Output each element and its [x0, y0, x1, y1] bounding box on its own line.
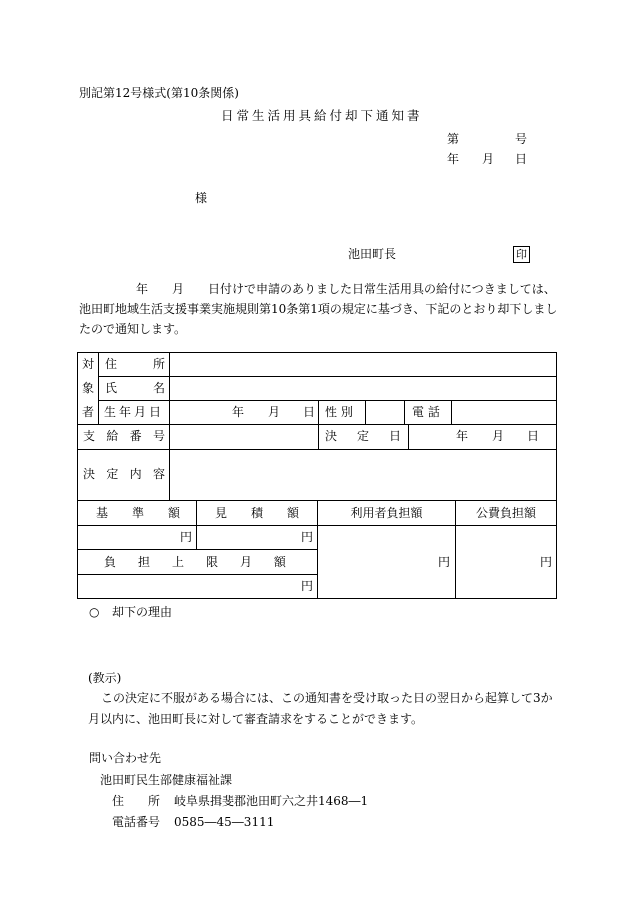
reason-bullet-icon: ○ [89, 605, 100, 619]
subject-label-2: 象 [81, 381, 94, 395]
contact-heading: 問い合わせ先 [89, 751, 162, 765]
document-title: 日常生活用具給付却下通知書 [221, 108, 423, 123]
decision-content-label: 決 定 内 容 [83, 467, 165, 481]
date-month: 月 [482, 152, 495, 166]
public-burden-label: 公費負担額 [475, 506, 536, 520]
contact-phone-label: 電話番号 [112, 815, 161, 829]
subject-label-1: 対 [81, 357, 94, 371]
instruction-line1: この決定に不服がある場合には、この通知書を受け取った日の翌日から起算して3か [101, 691, 553, 705]
seal-mark: 印 [513, 246, 530, 263]
contact-department: 池田町民生部健康福祉課 [100, 773, 233, 787]
addressee-suffix: 様 [195, 191, 208, 205]
name-label: 氏 名 [105, 381, 165, 395]
contact-phone: 0585―45―3111 [174, 815, 275, 829]
birth-label: 生年月日 [104, 405, 165, 419]
birth-year: 年 [232, 405, 245, 419]
gender-label: 性 別 [325, 405, 353, 419]
contact-address-label: 住 所 [112, 794, 160, 808]
instruction-heading: (教示) [88, 671, 122, 685]
body-date-year: 年 [136, 282, 149, 296]
standard-amount-label: 基 準 額 [96, 506, 180, 520]
issuer-name: 池田町長 [348, 247, 397, 261]
phone-label: 電 話 [412, 405, 440, 419]
estimate-amount-yen: 円 [301, 530, 314, 544]
subject-label-3: 者 [81, 405, 94, 419]
decision-month: 月 [492, 429, 505, 443]
date-year: 年 [447, 152, 460, 166]
form-number: 別記第12号様式(第10条関係) [79, 86, 239, 100]
decision-year: 年 [456, 429, 469, 443]
date-day: 日 [515, 152, 528, 166]
public-burden-yen: 円 [540, 555, 553, 569]
number-dai: 第 [447, 132, 460, 146]
address-label: 住 所 [105, 357, 165, 371]
birth-month: 月 [268, 405, 281, 419]
decision-date-label: 決 定 日 [325, 429, 401, 443]
body-date-month: 月 [172, 282, 185, 296]
body-line2: 池田町地域生活支援事業実施規則第10条第1項の規定に基づき、下記のとおり却下しまし [79, 302, 558, 316]
standard-amount-yen: 円 [180, 530, 193, 544]
estimate-amount-label: 見 積 額 [215, 506, 299, 520]
instruction-line2: 月以内に、池田町長に対して審査請求をすることができます。 [88, 712, 424, 726]
payment-number-label: 支 給 番 号 [83, 429, 165, 443]
monthly-cap-yen: 円 [301, 579, 314, 593]
body-line1: 日付けで申請のありました日常生活用具の給付につきましては、 [208, 282, 556, 296]
monthly-cap-label: 負 担 上 限 月 額 [104, 555, 286, 569]
birth-day: 日 [303, 405, 316, 419]
number-go: 号 [515, 132, 528, 146]
body-line3: たので通知します。 [79, 322, 187, 336]
contact-address: 岐阜県揖斐郡池田町六之井1468―1 [174, 794, 369, 808]
decision-day: 日 [527, 429, 540, 443]
user-burden-yen: 円 [438, 555, 451, 569]
reason-label: 却下の理由 [112, 605, 173, 619]
user-burden-label: 利用者負担額 [350, 506, 423, 520]
